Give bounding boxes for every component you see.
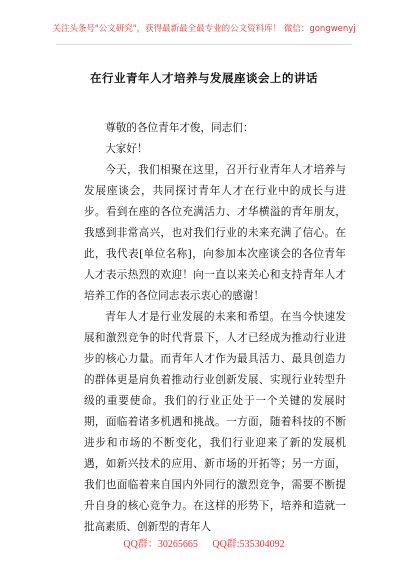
- body-paragraph: 青年人才是行业发展的未来和希望。在当今快速发展和激烈竞争的时代背景下，人才已经成为推动行业进步的核心力量。而青年人才作为最具活力、最具创造力的群体更是肩负着推动行业创新发展、实现行业转型升级的重要使命。我们的行业正处于一个关键的发展时期，面临着诸多机遇和挑战。一方面，随着科技的不断进步和市场的不断变化，我们行业迎来了新的发展机遇，如新兴技术的应用、新市场的开拓等；另一方面，我们也面临着来自国内外同行的激烈竞争，需要不断提升自身的核心竞争力。在这样的形势下，培养和造就一批高素质、创新型的青年人: [84, 311, 346, 533]
- salutation: 尊敬的各位青年才俊，同志们：: [105, 122, 254, 134]
- document-body: [84, 118, 346, 538]
- body-paragraph: 今天，我们相聚在这里，召开行业青年人才培养与发展座谈会，共同探讨青年人才在行业中的成长与进步。看到在座的各位充满活力、才华横溢的青年朋友，我感到非常高兴，也对我们行业的未来充满了信心。在此，我代表[单位名称]，向参加本次座谈会的各位青年人才表示热烈的欢迎！向一直以来关心和支持青年人才培养工作的各位同志表示衷心的感谢！: [84, 164, 346, 302]
- footer-qq-group-1: QQ群：30265665: [123, 539, 198, 550]
- greeting: 大家好！: [105, 143, 148, 155]
- header-banner: 关注头条号"公文研究"，获得最新最全最专业的公文资料库！ 微信：gongwenyj: [52, 24, 356, 34]
- document-title: 在行业青年人才培养与发展座谈会上的讲话: [90, 71, 318, 85]
- header-divider: [56, 44, 352, 45]
- footer: [0, 535, 408, 550]
- footer-qq-group-2: QQ群:535304092: [212, 539, 285, 550]
